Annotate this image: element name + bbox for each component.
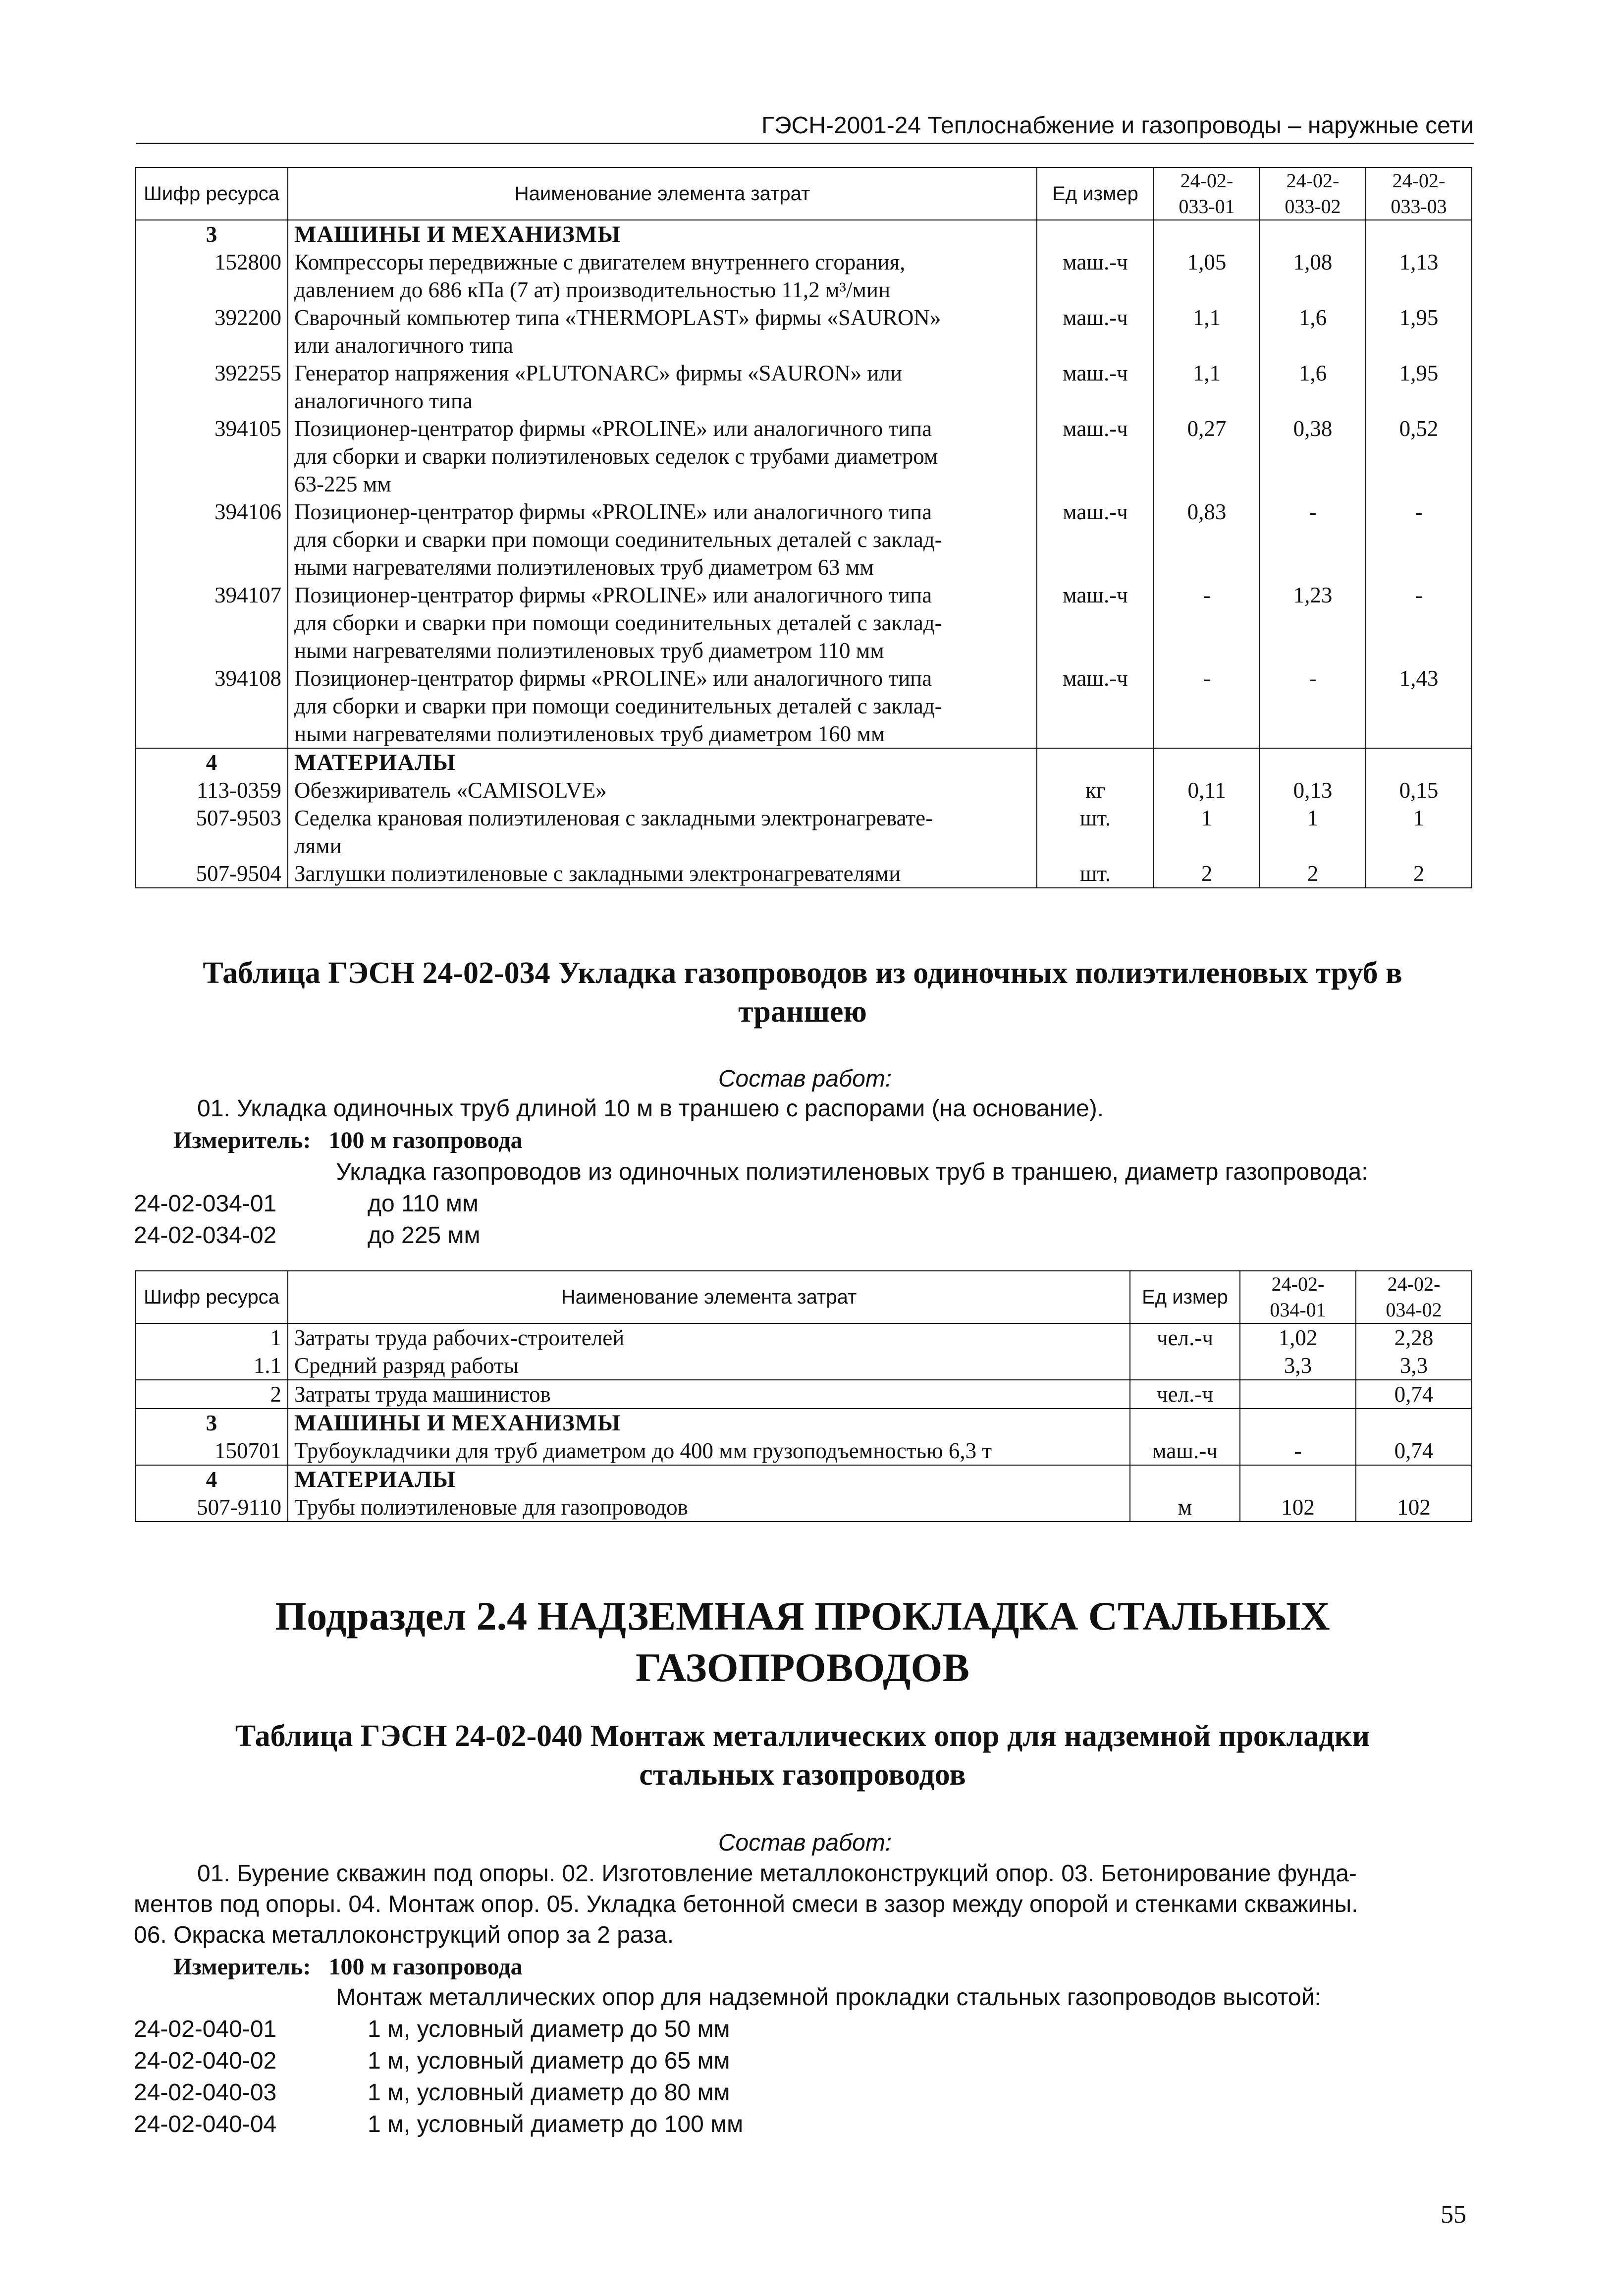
norm-value — [1356, 1409, 1472, 1437]
header-norm-033-03: 24-02- 033-03 — [1366, 167, 1472, 220]
resource-code: 2 — [135, 1380, 288, 1409]
norm-value: 1,13 — [1366, 248, 1472, 304]
resource-code: 113-0359 — [135, 776, 288, 804]
unit: маш.-ч — [1037, 498, 1154, 581]
unit: маш.-ч — [1037, 248, 1154, 304]
resource-code: 3 — [135, 220, 288, 248]
resource-code: 507-9110 — [135, 1493, 288, 1522]
norm-value: 2 — [1154, 860, 1260, 888]
norm-value: 3,3 — [1356, 1352, 1472, 1380]
unit — [1130, 1352, 1240, 1380]
table-body — [135, 1323, 1472, 1522]
norm-value: 1,05 — [1154, 248, 1260, 304]
cost-element-line: 63-225 мм — [294, 472, 391, 496]
work-composition-label: Состав работ: — [718, 1066, 892, 1092]
norm-value: 0,83 — [1154, 498, 1260, 581]
resource-code: 507-9504 — [135, 860, 288, 888]
subsection-heading-line1: Подраздел 2.4 НАДЗЕМНАЯ ПРОКЛАДКА СТАЛЬНЫХ — [275, 1593, 1330, 1639]
norm-value — [1356, 1465, 1472, 1493]
norm-value: 0,52 — [1366, 415, 1472, 498]
table-040-title — [134, 1717, 1471, 1794]
resource-code: 1 — [135, 1323, 288, 1352]
norm-code: 24-02-040-03 — [134, 2079, 277, 2106]
norm-value — [1154, 220, 1260, 248]
norm-value: - — [1366, 581, 1472, 664]
cost-element-line: давлением до 686 кПа (7 ат) производительностью 11,2 м³/мин — [294, 277, 891, 302]
subsection-heading — [134, 1590, 1471, 1694]
cost-element-line: для сборки и сварки при помощи соединительных деталей с заклад- — [294, 610, 942, 635]
cost-element-line: ными нагревателями полиэтиленовых труб диаметром 63 мм — [294, 555, 874, 580]
meter-line — [173, 1126, 523, 1155]
norm-value: 1,1 — [1154, 359, 1260, 415]
meter-value: 100 м газопровода — [328, 1954, 523, 1980]
norm-value: 0,27 — [1154, 415, 1260, 498]
norm-text: 1 м, условный диаметр до 65 мм — [368, 2048, 730, 2074]
norm-value: 1,08 — [1260, 248, 1366, 304]
cost-element-line: Позиционер-центратор фирмы «PROLINE» или аналогичного типа — [294, 499, 932, 524]
table-row — [135, 1437, 1472, 1465]
unit: м — [1130, 1493, 1240, 1522]
header-resource-code: Шифр ресурса — [135, 167, 288, 220]
resource-code: 392255 — [135, 359, 288, 415]
unit: маш.-ч — [1037, 664, 1154, 748]
norm-value: 102 — [1356, 1493, 1472, 1522]
cost-element-name — [288, 220, 1037, 248]
cost-element-line: для сборки и сварки полиэтиленовых седелок с трубами диаметром — [294, 444, 938, 469]
resource-code: 394106 — [135, 498, 288, 581]
header-norm-034-01: 24-02- 034-01 — [1240, 1271, 1356, 1323]
norm-code: 24-02-040-01 — [134, 2016, 277, 2042]
norm-code: 24-02-040-04 — [134, 2111, 277, 2137]
meter-label: Измеритель: — [173, 1127, 311, 1153]
unit — [1037, 748, 1154, 776]
cost-element-name: МАТЕРИАЛЫ — [288, 1465, 1130, 1493]
norm-value — [1240, 1380, 1356, 1409]
table-row — [135, 415, 1472, 498]
subsection-heading-line2: ГАЗОПРОВОДОВ — [636, 1645, 969, 1690]
cost-element-name — [288, 415, 1037, 498]
table-034-title-line2: траншею — [738, 995, 867, 1029]
cost-element-name: МАШИНЫ И МЕХАНИЗМЫ — [288, 1409, 1130, 1437]
resource-table-033 — [135, 167, 1472, 888]
cost-element-name — [288, 776, 1037, 804]
cost-element-line: для сборки и сварки при помощи соединительных деталей с заклад- — [294, 694, 942, 718]
norm-value: 0,74 — [1356, 1380, 1472, 1409]
resource-code: 1.1 — [135, 1352, 288, 1380]
unit: маш.-ч — [1130, 1437, 1240, 1465]
work-composition-text: 01. Укладка одиночных труб длиной 10 м в траншею с распорами (на основание). — [197, 1095, 1104, 1122]
norm-value: 1,6 — [1260, 304, 1366, 359]
norm-value: 1,6 — [1260, 359, 1366, 415]
norm-code: 24-02-040-02 — [134, 2048, 277, 2074]
resource-code: 3 — [135, 1409, 288, 1437]
cost-element-line: Компрессоры передвижные с двигателем внутреннего сгорания, — [294, 250, 906, 274]
table-body — [135, 220, 1472, 888]
norm-caption: Монтаж металлических опор для надземной прокладки стальных газопроводов высотой: — [336, 1984, 1321, 2011]
norm-value — [1260, 220, 1366, 248]
resource-code: 394107 — [135, 581, 288, 664]
meter-line — [173, 1952, 523, 1982]
header-norm-034-02: 24-02- 034-02 — [1356, 1271, 1472, 1323]
unit — [1130, 1465, 1240, 1493]
unit — [1130, 1409, 1240, 1437]
norm-value: 1,43 — [1366, 664, 1472, 748]
resource-code: 394105 — [135, 415, 288, 498]
norm-value — [1240, 1465, 1356, 1493]
cost-element-line: Позиционер-центратор фирмы «PROLINE» или аналогичного типа — [294, 666, 932, 691]
resource-code: 152800 — [135, 248, 288, 304]
cost-element-line: МАТЕРИАЛЫ — [294, 750, 456, 775]
cost-element-name: Трубоукладчики для труб диаметром до 400 мм грузоподъемностью 6,3 т — [288, 1437, 1130, 1465]
cost-element-name — [288, 498, 1037, 581]
cost-element-name: Затраты труда рабочих-строителей — [288, 1323, 1130, 1352]
cost-element-line: Генератор напряжения «PLUTONARC» фирмы «SAURON» или — [294, 361, 902, 385]
norm-value: - — [1240, 1437, 1356, 1465]
table-row — [135, 581, 1472, 664]
norm-value — [1240, 1409, 1356, 1437]
unit — [1037, 220, 1154, 248]
table-row — [135, 248, 1472, 304]
resource-code: 507-9503 — [135, 804, 288, 860]
running-title: ГЭСН-2001-24 Теплоснабжение и газопроводы – наружные сети — [761, 112, 1474, 139]
norm-value: - — [1154, 664, 1260, 748]
cost-element-name — [288, 248, 1037, 304]
work-composition-text: 06. Окраска металлоконструкций опор за 2 раза. — [134, 1922, 674, 1948]
norm-value: 1 — [1260, 804, 1366, 860]
table-row — [135, 748, 1472, 776]
table-row — [135, 498, 1472, 581]
cost-element-line: Обезжириватель «CAMISOLVE» — [294, 778, 607, 803]
unit: маш.-ч — [1037, 304, 1154, 359]
cost-element-name — [288, 860, 1037, 888]
work-composition-label: Состав работ: — [718, 1830, 892, 1856]
norm-value: 1,02 — [1240, 1323, 1356, 1352]
header-unit: Ед измер — [1037, 167, 1154, 220]
table-row — [135, 1380, 1472, 1409]
unit: маш.-ч — [1037, 581, 1154, 664]
table-row — [135, 860, 1472, 888]
meter-label: Измеритель: — [173, 1954, 311, 1980]
norm-value: 1,95 — [1366, 304, 1472, 359]
cost-element-name — [288, 748, 1037, 776]
table-row — [135, 304, 1472, 359]
norm-text: 1 м, условный диаметр до 100 мм — [368, 2111, 744, 2137]
cost-element-line: ными нагревателями полиэтиленовых труб диаметром 160 мм — [294, 721, 885, 746]
work-composition-text: 01. Бурение скважин под опоры. 02. Изготовление металлоконструкций опор. 03. Бетонирование фунда- — [197, 1860, 1357, 1887]
norm-value: 102 — [1240, 1493, 1356, 1522]
cost-element-line: или аналогичного типа — [294, 333, 513, 358]
header-norm-033-01: 24-02- 033-01 — [1154, 167, 1260, 220]
norm-value: 2 — [1260, 860, 1366, 888]
table-row — [135, 220, 1472, 248]
table-row — [135, 1352, 1472, 1380]
norm-text: 1 м, условный диаметр до 80 мм — [368, 2079, 730, 2106]
cost-element-line: Заглушки полиэтиленовые с закладными электронагревателями — [294, 861, 901, 886]
norm-value — [1366, 220, 1472, 248]
table-row — [135, 1493, 1472, 1522]
norm-value — [1366, 748, 1472, 776]
cost-element-name — [288, 804, 1037, 860]
cost-element-line: лями — [294, 833, 342, 858]
norm-value: - — [1366, 498, 1472, 581]
table-034-title-line1: Таблица ГЭСН 24-02-034 Укладка газопроводов из одиночных полиэтиленовых труб в — [203, 956, 1402, 990]
cost-element-line: ными нагревателями полиэтиленовых труб диаметром 110 мм — [294, 638, 884, 663]
header-resource-code: Шифр ресурса — [135, 1271, 288, 1323]
norm-value: 3,3 — [1240, 1352, 1356, 1380]
cost-element-line: Седелка крановая полиэтиленовая с закладными электронагревате- — [294, 806, 933, 830]
norm-value: 0,13 — [1260, 776, 1366, 804]
cost-element-line: аналогичного типа — [294, 388, 473, 413]
header-norm-033-02: 24-02- 033-02 — [1260, 167, 1366, 220]
unit: маш.-ч — [1037, 359, 1154, 415]
resource-code: 150701 — [135, 1437, 288, 1465]
norm-value: 2 — [1366, 860, 1472, 888]
unit: шт. — [1037, 860, 1154, 888]
norm-value: 1,23 — [1260, 581, 1366, 664]
norm-value: 0,74 — [1356, 1437, 1472, 1465]
table-row — [135, 1465, 1472, 1493]
cost-element-name — [288, 359, 1037, 415]
norm-value: 2,28 — [1356, 1323, 1472, 1352]
norm-value: 1 — [1154, 804, 1260, 860]
resource-code: 392200 — [135, 304, 288, 359]
table-row — [135, 804, 1472, 860]
norm-value: 0,38 — [1260, 415, 1366, 498]
cost-element-name: Средний разряд работы — [288, 1352, 1130, 1380]
cost-element-name — [288, 581, 1037, 664]
norm-value: 0,15 — [1366, 776, 1472, 804]
cost-element-name — [288, 664, 1037, 748]
table-row — [135, 1323, 1472, 1352]
meter-value: 100 м газопровода — [328, 1127, 523, 1153]
table-row — [135, 1409, 1472, 1437]
table-row — [135, 664, 1472, 748]
resource-code: 4 — [135, 1465, 288, 1493]
cost-element-name: Трубы полиэтиленовые для газопроводов — [288, 1493, 1130, 1522]
unit: шт. — [1037, 804, 1154, 860]
norm-value: 1,95 — [1366, 359, 1472, 415]
cost-element-name — [288, 304, 1037, 359]
cost-element-name: Затраты труда машинистов — [288, 1380, 1130, 1409]
table-034-title — [134, 954, 1471, 1031]
table-040-title-line2: стальных газопроводов — [639, 1758, 966, 1792]
cost-element-line: Позиционер-центратор фирмы «PROLINE» или аналогичного типа — [294, 416, 932, 441]
unit: чел.-ч — [1130, 1323, 1240, 1352]
cost-element-line: Сварочный компьютер типа «THERMOPLAST» фирмы «SAURON» — [294, 305, 941, 330]
norm-value: 0,11 — [1154, 776, 1260, 804]
table-row — [135, 776, 1472, 804]
header-cost-element: Наименование элемента затрат — [288, 167, 1037, 220]
work-composition-text: ментов под опоры. 04. Монтаж опор. 05. Укладка бетонной смеси в зазор между опорой и стенками скважины. — [134, 1891, 1358, 1917]
norm-value — [1154, 748, 1260, 776]
running-header — [136, 110, 1474, 144]
norm-text: до 110 мм — [368, 1191, 479, 1217]
page-number: 55 — [1441, 2200, 1466, 2229]
unit: маш.-ч — [1037, 415, 1154, 498]
norm-value: - — [1154, 581, 1260, 664]
resource-code: 394108 — [135, 664, 288, 748]
table-040-title-line1: Таблица ГЭСН 24-02-040 Монтаж металлических опор для надземной прокладки — [235, 1719, 1370, 1753]
cost-element-line: МАШИНЫ И МЕХАНИЗМЫ — [294, 221, 621, 247]
resource-code: 4 — [135, 748, 288, 776]
cost-element-line: Позиционер-центратор фирмы «PROLINE» или аналогичного типа — [294, 583, 932, 607]
table-row — [135, 359, 1472, 415]
norm-text: 1 м, условный диаметр до 50 мм — [368, 2016, 730, 2042]
norm-text: до 225 мм — [368, 1222, 481, 1249]
norm-value — [1260, 748, 1366, 776]
cost-element-line: для сборки и сварки при помощи соединительных деталей с заклад- — [294, 527, 942, 552]
unit: чел.-ч — [1130, 1380, 1240, 1409]
resource-table-034 — [135, 1270, 1472, 1522]
header-unit: Ед измер — [1130, 1271, 1240, 1323]
norm-value: 1 — [1366, 804, 1472, 860]
norm-caption: Укладка газопроводов из одиночных полиэтиленовых труб в траншею, диаметр газопровода: — [336, 1159, 1368, 1185]
norm-code: 24-02-034-01 — [134, 1191, 277, 1217]
norm-value: - — [1260, 498, 1366, 581]
norm-code: 24-02-034-02 — [134, 1222, 277, 1249]
norm-value: - — [1260, 664, 1366, 748]
unit: кг — [1037, 776, 1154, 804]
norm-value: 1,1 — [1154, 304, 1260, 359]
header-cost-element: Наименование элемента затрат — [288, 1271, 1130, 1323]
